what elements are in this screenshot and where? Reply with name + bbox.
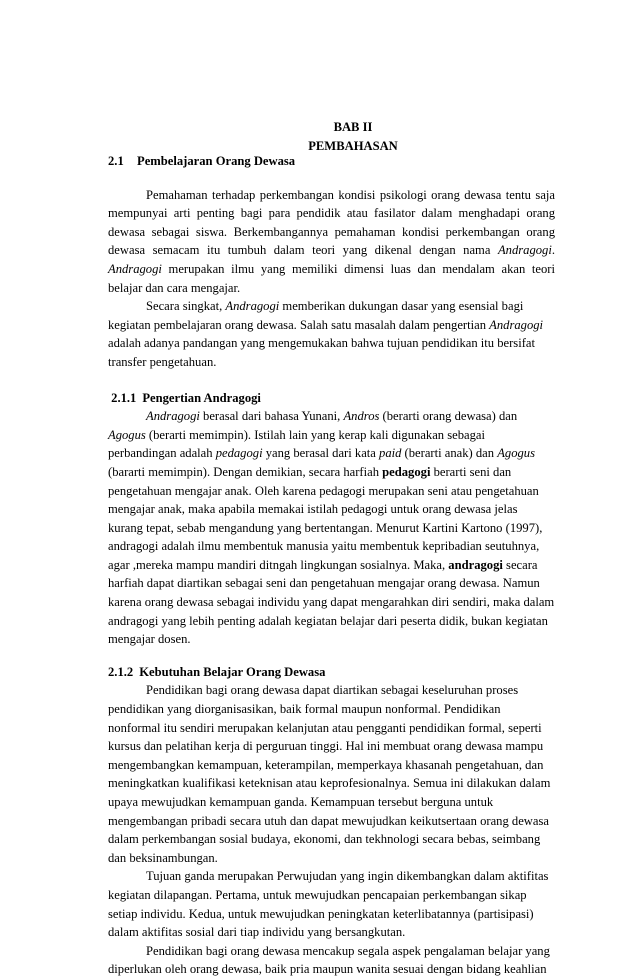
section-number: 2.1	[108, 154, 124, 168]
section-heading-2-1	[108, 152, 555, 171]
subsection-title: Pengertian Andragogi	[142, 390, 261, 405]
subsection-heading-2-1-1	[108, 389, 555, 408]
paragraph: Tujuan ganda merupakan Perwujudan yang ingin dikembangkan dalam aktifitas kegiatan dilapangan. Pertama, untuk mewujudkan pencapaian perkembangan sikap setiap individu. Kedua, untuk mewujudkan peningkatan keterlibatannya (partisipasi) dalam aktifitas sosial dari tiap individu yang bersangkutan.	[108, 869, 549, 940]
section-title: Pembelajaran Orang Dewasa	[137, 154, 296, 168]
paragraph: Andragogi berasal dari bahasa Yunani, Andros (berarti orang dewasa) dan Agogus (berarti memimpin). Istilah lain yang kerap kali digunakan sebagai perbandingan adalah pedagogi yang berasal dari kata paid (berarti anak) dan Agogus (bararti memimpin). Dengan demikian, secara harfiah pedagogi berarti seni dan pengetahuan mengajar anak. Oleh karena pedagogi merupakan seni atau pengetahuan mengajar anak, maka apabila memakai istilah pedagogi untuk orang dewasa jelas kurang tepat, sebab mengandung yang bertentangan. Menurut Kartini Kartono (1997), andragogi adalah ilmu membentuk manusia yaitu membentuk kepribadian seutuhnya, agar ,mereka mampu mandiri ditngah lingkungan sosialnya. Maka, andragogi secara harfiah dapat diartikan sebagai seni dan pengetahuan mengajar orang dewasa. Namun karena orang dewasa sebagai individu yang dapat mengarahkan diri sendiri, maka dalam andragogi yang lebih penting adalah kegiatan belajar dari peserta didik, bukan kegiatan mengajar dosen.	[108, 409, 555, 647]
subsection-number: 2.1.2	[108, 664, 134, 679]
document-body	[108, 152, 555, 979]
chapter-title: PEMBAHASAN	[308, 138, 398, 153]
chapter-heading	[108, 118, 598, 155]
subsection-number: 2.1.1	[111, 390, 137, 405]
paragraph: Secara singkat, Andragogi memberikan dukungan dasar yang esensial bagi kegiatan pembelajaran orang dewasa. Salah satu masalah dalam pengertian Andragogi adalah adanya pandangan yang mengemukakan bahwa tujuan pendidikan itu bersifat transfer pengetahuan.	[108, 299, 544, 369]
chapter-number: BAB II	[333, 120, 373, 134]
paragraph: Pendidikan bagi orang dewasa mencakup segala aspek pengalaman belajar yang diperlukan oleh orang dewasa, baik pria maupun wanita sesuai dengan bidang keahlian	[108, 943, 550, 977]
paragraph: Pemahaman terhadap perkembangan kondisi psikologi orang dewasa tentu saja mempunyai arti penting bagi para pendidik atau fasilator dalam menghadapi orang dewasa sebagai siswa. Berkembangannya pemahaman kondisi perkembangan orang dewasa semacam itu tumbuh dalam teori yang dikenal dengan nama Andragogi. Andragogi merupakan ilmu yang memiliki dimensi luas dan mendalam akan teori belajar dan cara mengajar.	[108, 187, 555, 295]
paragraph: Pendidikan bagi orang dewasa dapat diartikan sebagai keseluruhan proses pendidikan yang diorganisasikan, baik formal maupun nonformal. Pendidikan nonformal itu sendiri merupakan kelanjutan atau pengganti pendidikan formal, seperti kursus dan pelatihan kerja di perguruan tinggi. Hal ini membuat orang dewasa mampu mengembangkan kemampuan, keterampilan, memperkaya khasanah pengetahuan, dan meningkatkan kualifikasi keteknisan atau keprofesionalnya. Semua ini dilakukan dalam upaya mewujudkan kemampuan ganda. Kemampuan tersebut berguna untuk mengembangan pribadi secara utuh dan dapat mewujudkan keikutsertaan orang dewasa dalam perkembangan sosial budaya, ekonomi, dan tekhnologi secara bebas, seimbang dan beksinambungan.	[108, 683, 551, 865]
subsection-title: Kebutuhan Belajar Orang Dewasa	[139, 664, 326, 679]
subsection-heading-2-1-2	[108, 663, 555, 682]
